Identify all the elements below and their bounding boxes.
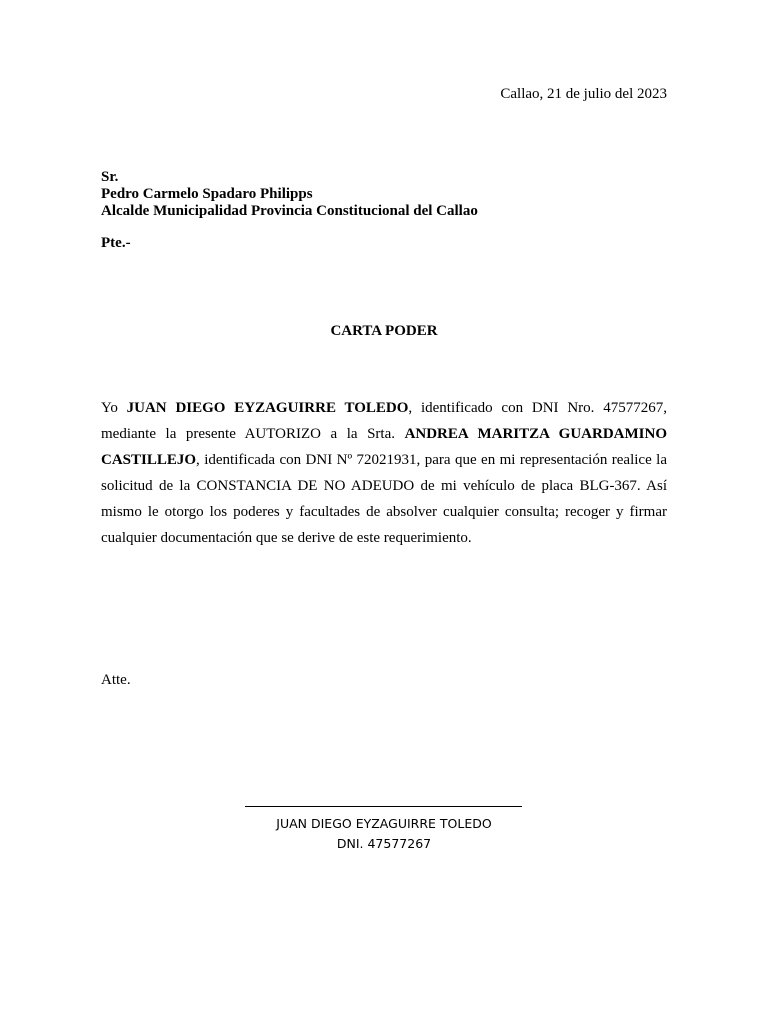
addressee-name: Pedro Carmelo Spadaro Philipps [101,186,313,202]
body-tail: , identificada con DNI Nº 72021931, para que en mi representación realice la solicitud de la CONSTANCIA DE NO ADEUDO de mi vehículo de placa BLG-367. Así mismo le otorgo los poderes y facultades de absolver cualquier consulta; recoger y firmar cualquier documentación que se derive de este requerimiento. [101,452,667,546]
grantor-name: JUAN DIEGO EYZAGUIRRE TOLEDO [126,400,409,416]
letter-title: CARTA PODER [330,323,438,339]
addressee-block [101,169,478,220]
addressee-salutation: Sr. [101,169,119,185]
addressee-position: Alcalde Municipalidad Provincia Constitucional del Callao [101,203,478,219]
presente-line: Pte.- [101,235,131,251]
body-mid: , identificado con DNI Nro. 47577267, mediante la presente AUTORIZO a la Srta. [101,400,667,442]
signature-name: JUAN DIEGO EYZAGUIRRE TOLEDO [276,816,492,831]
letter-body [101,395,667,551]
closing-line: Atte. [101,672,131,688]
signature-line [245,806,522,807]
agent-name: ANDREA MARITZA GUARDAMINO CASTILLEJO [101,426,667,468]
body-lead: Yo [101,400,127,416]
date-line: Callao, 21 de julio del 2023 [500,86,667,102]
signature-dni: DNI. 47577267 [336,836,432,851]
